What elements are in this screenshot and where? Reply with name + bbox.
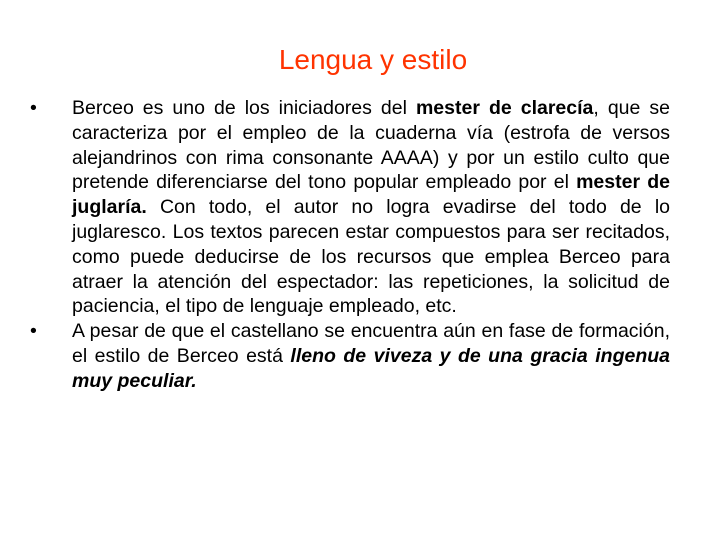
bullet-dot-icon: • xyxy=(30,97,37,119)
slide-title: Lengua y estilo xyxy=(278,44,468,75)
term-mester-de-clerecia: mester de clarecía xyxy=(415,97,594,119)
emphasis-viveza-gracia: lleno de viveza y de una gracia ingenua muy peculiar. xyxy=(72,344,670,392)
bullet-item-clerecia xyxy=(30,96,670,319)
bullet-dot-icon: • xyxy=(30,320,37,343)
bullet-text-segment: , que se caracteriza por el empleo de la cuaderna vía (estrofa de versos alejandrinos con rima consonante AAAA) y por un estilo culto que pretende diferenciarse del tono popular empleado por el xyxy=(72,97,670,194)
bullet-list xyxy=(30,96,670,394)
bullet-text-segment: Con todo, el autor no logra evadirse del todo de lo juglaresco. Los textos parecen estar compuestos para ser recitados, como puede deducirse de los recursos que emplea Berceo para atraer la atención del espectador: las repeticiones, la solicitud de paciencia, el tipo de lenguaje empleado, etc. xyxy=(72,196,670,318)
bullet-text-segment: Berceo es uno de los iniciadores del xyxy=(72,97,416,119)
term-mester-de-juglaria: mester de juglaría. xyxy=(72,171,670,219)
bullet-text-segment: A pesar de que el castellano se encuentra aún en fase de formación, el estilo de Berceo está xyxy=(72,320,670,367)
bullet-item-castellano xyxy=(30,319,670,393)
